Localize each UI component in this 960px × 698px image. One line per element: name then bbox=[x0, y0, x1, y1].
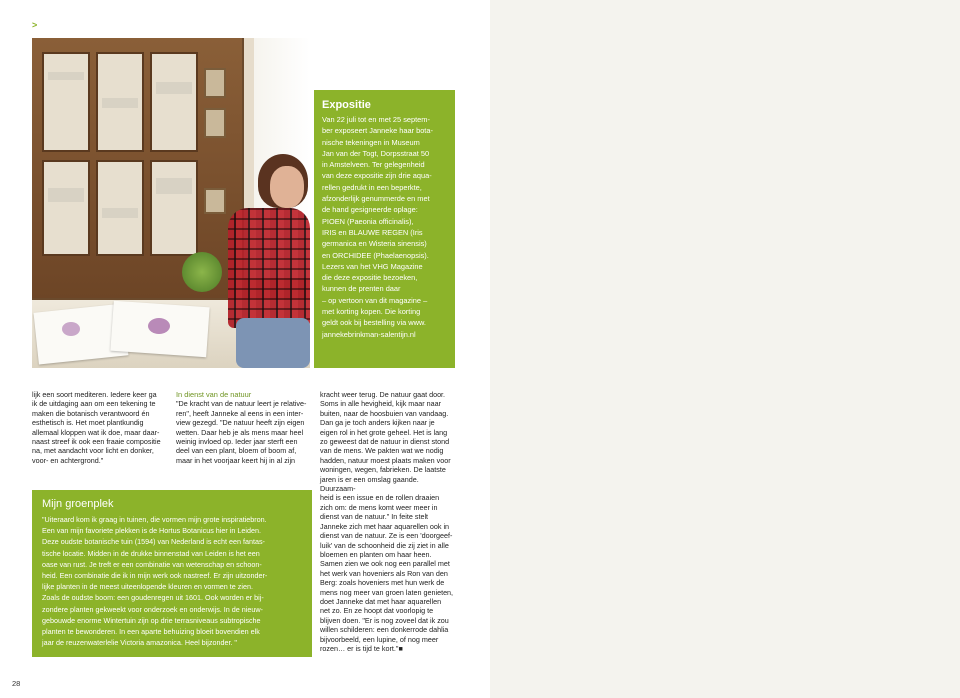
text-line: Jan van der Togt, Dorpsstraat 50 bbox=[322, 148, 430, 158]
text-line: kunnen de prenten daar bbox=[322, 284, 401, 294]
section-subhead: In dienst van de natuur bbox=[176, 390, 252, 399]
expositie-box bbox=[314, 90, 455, 368]
text-line: ber exposeert Janneke haar bota- bbox=[322, 126, 433, 136]
text-line: doet Janneke dat met haar aquarellen bbox=[320, 596, 442, 606]
text-line: PIOEN (Paeonia officinalis), bbox=[322, 216, 414, 226]
text-line: heid. Een combinatie die ik in mijn werk ook nastreef. Er zijn uitzonder- bbox=[42, 571, 268, 581]
page-number: 28 bbox=[12, 679, 21, 688]
text-line: Soms in alle hevigheid, kijk maar naar bbox=[320, 399, 442, 409]
text-line: en ORCHIDEE (Phaelaenopsis). bbox=[322, 250, 429, 260]
text-line: woningen, wegen, fabrieken. De laatste bbox=[320, 465, 446, 475]
text-line: van de mens. We pakten wat we nodig bbox=[320, 446, 444, 456]
cabinet-door-right bbox=[150, 52, 198, 152]
text-line: maken die botanisch verantwoord én bbox=[32, 408, 150, 418]
text-line: net zo. En ze hoopt dat voorlopig te bbox=[320, 606, 434, 616]
right-page-blank bbox=[490, 0, 960, 698]
text-line: naast streef ik ook een fraaie compositie bbox=[32, 437, 161, 447]
text-line: Lezers van het VHG Magazine bbox=[322, 261, 423, 271]
shelf-item bbox=[48, 72, 84, 80]
text-line: geldt ook bij bestelling via www. bbox=[322, 318, 426, 328]
text-line: ren", heeft Janneke al eens in een inter- bbox=[176, 408, 304, 418]
text-line: die deze expositie bezoeken, bbox=[322, 273, 418, 283]
shelf-item bbox=[102, 98, 138, 108]
shelf-item bbox=[156, 82, 192, 94]
cabinet-lower-left bbox=[42, 160, 90, 256]
text-line: lijk een soort mediteren. Iedere keer ga bbox=[32, 390, 157, 399]
groenplek-box bbox=[32, 490, 312, 657]
shirt-check-pattern bbox=[228, 208, 310, 328]
text-line: view gezegd. "De natuur heeft zijn eigen bbox=[176, 418, 305, 428]
text-line: nische tekeningen in Museum bbox=[322, 137, 420, 147]
wall-picture bbox=[204, 188, 226, 214]
text-line: rozen… er is tijd te kort."■ bbox=[320, 643, 403, 653]
text-line: willen schilderen: een donkerrode dahlia bbox=[320, 625, 449, 635]
section-arrow: > bbox=[32, 20, 38, 30]
shelf-item bbox=[102, 208, 138, 218]
text-line: rellen gedrukt in een beperkte, bbox=[322, 182, 422, 192]
text-line: Zoals de oudste boom: een goudenregen uit 1601. Ook worden er bij- bbox=[42, 593, 264, 603]
person-jeans bbox=[236, 318, 310, 368]
shelf-item bbox=[48, 188, 84, 202]
text-line: luik' van de schoonheid die zij ziet in alle bbox=[320, 540, 449, 550]
expositie-text bbox=[322, 114, 447, 340]
text-line: buiten, naar de hoosbuien van vandaag. bbox=[320, 408, 449, 418]
text-line: allemaal kloppen wat ik doe, maar daar- bbox=[32, 427, 160, 437]
shelf-item bbox=[156, 178, 192, 194]
text-line: oase van rust. Je treft er een combinatie van wetenschap en schoon- bbox=[42, 559, 262, 569]
body-column-3 bbox=[320, 390, 456, 653]
text-line: Janneke zich met haar aquarellen ook in bbox=[320, 521, 450, 531]
text-line: in Amstelveen. Ter gelegenheid bbox=[322, 160, 425, 170]
text-line: germanica en Wisteria sinensis) bbox=[322, 239, 427, 249]
cabinet-lower-right bbox=[150, 160, 198, 256]
text-line: jaren is er een omslag gaande. Duurzaam- bbox=[320, 474, 419, 494]
groenplek-text bbox=[42, 514, 302, 648]
text-line: mens nog meer van groen laten genieten, bbox=[320, 587, 454, 597]
text-line: deel van een plant, bloem of boom af, bbox=[176, 446, 297, 456]
text-line: Van 22 juli tot en met 25 septem- bbox=[322, 115, 430, 124]
text-line: "Uiteraard kom ik graag in tuinen, die vormen mijn grote inspiratiebron. bbox=[42, 515, 267, 524]
text-line: IRIS en BLAUWE REGEN (Iris bbox=[322, 227, 423, 237]
text-line: Samen zien we ook nog een parallel met bbox=[320, 559, 450, 569]
text-line: ik de uitdaging aan om een tekening te bbox=[32, 399, 156, 409]
body-column-2 bbox=[176, 390, 312, 465]
text-line: dienst van de natuur." In feite stelt bbox=[320, 512, 429, 522]
text-line: van deze expositie zijn drie aqua- bbox=[322, 171, 432, 181]
text-line: hadden, natuur moest plaats maken voor bbox=[320, 455, 451, 465]
text-line: tische locatie. Midden in de drukke binnenstad van Leiden is het een bbox=[42, 548, 260, 558]
text-line: planten te bewonderen. In een aparte behuizing bloeit bovendien elk bbox=[42, 627, 260, 637]
text-line: blijven doen. "Er is nog zoveel dat ik zou bbox=[320, 615, 449, 625]
text-line: dienst van de natuur. Ze is een 'doorgeef- bbox=[320, 531, 453, 541]
expositie-title: Expositie bbox=[322, 99, 371, 111]
text-line: de hand gesigneerde oplage: bbox=[322, 205, 418, 215]
text-line: maar in het voorjaar keert hij in al zijn bbox=[176, 455, 296, 465]
text-line: esthetisch is. Het moet plantkundig bbox=[32, 418, 144, 428]
text-line: Een van mijn favoriete plekken is de Hortus Botanicus hier in Leiden. bbox=[42, 526, 261, 536]
text-line: lijke planten in de meest uiteenlopende kleuren en vormen te zien. bbox=[42, 582, 253, 592]
text-line: Berg: zoals hoveniers met hun werk de bbox=[320, 578, 445, 588]
cabinet-door-left bbox=[42, 52, 90, 152]
person-face bbox=[270, 166, 304, 208]
text-line: bloemen en planten om haar heen. bbox=[320, 549, 432, 559]
text-line: kracht weer terug. De natuur gaat door. bbox=[320, 390, 446, 399]
painted-flower bbox=[148, 318, 170, 334]
text-line: zo geweest dat de natuur in dienst stond bbox=[320, 437, 450, 447]
text-line: gebouwde enorme Wintertuin zijn op drie terrasniveaus subtropische bbox=[42, 615, 261, 625]
wall-picture bbox=[204, 68, 226, 98]
text-line: zich om: de mens komt weer meer in bbox=[320, 502, 438, 512]
text-line: "De kracht van de natuur leert je relative- bbox=[176, 399, 307, 409]
text-line: bijvoorbeeld, een lupine, of nog meer bbox=[320, 634, 439, 644]
text-line: zondere planten gekweekt voor onderzoek en onderwijs. In de nieuw- bbox=[42, 604, 263, 614]
text-line: Deze oudste botanische tuin (1594) van Nederland is echt een fantas- bbox=[42, 537, 265, 547]
text-line: afzonderlijk genummerde en met bbox=[322, 194, 430, 204]
text-line: het werk van hoveniers als Ron van den bbox=[320, 568, 448, 578]
text-line: weinig invloed op. Ieder jaar sterft een bbox=[176, 437, 298, 447]
text-line: jaar de reuzenwaterlelie Victoria amazonica. Heel bijzonder. " bbox=[42, 638, 237, 648]
body-column-1 bbox=[32, 390, 166, 465]
text-line: eigen rol in het grote geheel. Het is lang bbox=[320, 427, 448, 437]
text-line: heid is een issue en de rollen draaien bbox=[320, 493, 440, 503]
text-line: na, met aandacht voor licht en donker, bbox=[32, 446, 154, 456]
text-line: – op vertoon van dit magazine – bbox=[322, 295, 428, 305]
text-line: wetten. Daar heb je als mens maar heel bbox=[176, 427, 304, 437]
text-line: jannekebrinkman-salentijn.nl bbox=[322, 329, 416, 339]
artist-photo bbox=[32, 38, 310, 368]
plant bbox=[182, 252, 222, 292]
text-line: voor- en achtergrond." bbox=[32, 455, 104, 465]
painted-flower bbox=[62, 322, 80, 336]
text-line: Dan ga je toch anders kijken naar je bbox=[320, 418, 435, 428]
text-line: met korting kopen. Die korting bbox=[322, 307, 421, 317]
groenplek-title: Mijn groenplek bbox=[42, 498, 114, 510]
wall-picture bbox=[204, 108, 226, 138]
